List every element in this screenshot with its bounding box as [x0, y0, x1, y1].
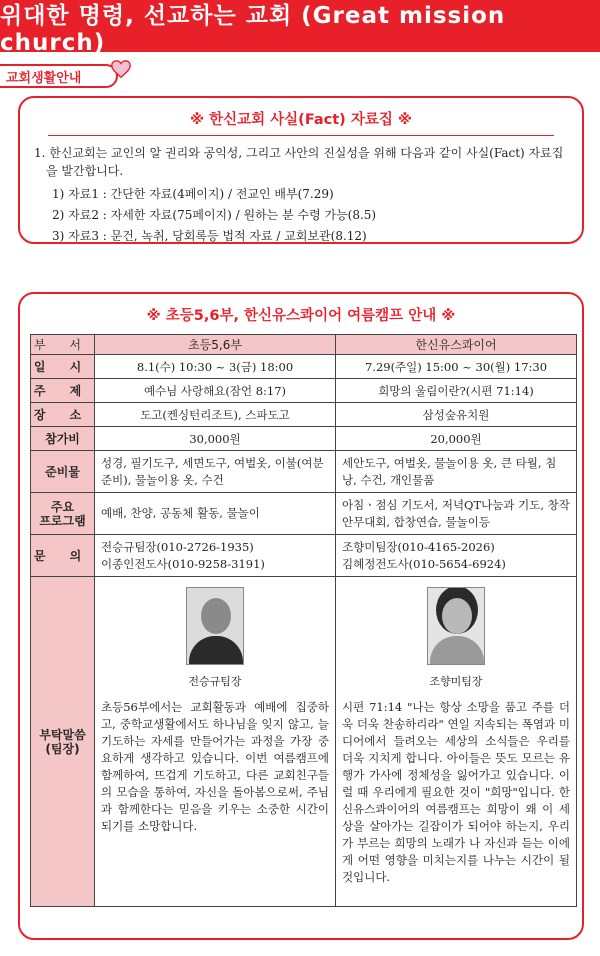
page-banner — [0, 0, 600, 56]
table-row-place — [31, 403, 577, 427]
fact-item: 1) 자료1 : 간단한 자료(4페이지) / 전교인 배부(7.29) — [52, 187, 334, 201]
leader-message: 초등56부에서는 교회활동과 예배에 집중하고, 중학교생활에서도 하나님을 잊지 않고, 늘 기도하는 자세를 만들어가는 과정을 가장 중요하게 생각하고 있습니다. 이번 여름캠프에 함께하여, 뜨겁게 기도하고, 다른 교회친구들의 모습을 통하여, 자신을 돌아봄으로써, 주님과 함께한다는 믿음을 키우는 소중한 시간이 되기를 소망합니다. — [101, 700, 329, 833]
table-row-message — [31, 577, 577, 907]
row-label: 부탁말씀 (팀장) — [31, 577, 95, 907]
header-col1: 초등5,6부 — [95, 335, 336, 355]
header-label: 부 서 — [31, 335, 95, 355]
fact-item: 2) 자료2 : 자세한 자료(75페이지) / 원하는 분 수령 가능(8.5) — [52, 208, 377, 222]
theme-col2: 희망의 울림이란?(시편 71:14) — [336, 379, 577, 403]
supplies-col2: 세안도구, 여벌옷, 물놀이용 옷, 큰 타월, 침낭, 수건, 개인물품 — [336, 451, 577, 493]
section-tag-label: 교회생활안내 — [0, 64, 118, 88]
table-row-contact — [31, 535, 577, 577]
section-tag — [0, 64, 200, 90]
table-row-date — [31, 355, 577, 379]
row-label: 문 의 — [31, 535, 95, 577]
camp-table — [30, 334, 577, 907]
fact-notice-box — [18, 96, 584, 244]
header-col2: 한신유스콰이어 — [336, 335, 577, 355]
fact-notice-title: ※ 한신교회 사실(Fact) 자료집 ※ — [48, 108, 554, 136]
heart-icon — [110, 58, 132, 80]
leader-name: 전승규팀장 — [188, 675, 242, 688]
row-label: 주 제 — [31, 379, 95, 403]
fact-intro-line-2: 을 발간합니다. — [46, 164, 124, 178]
fact-intro-line-1: 1. 한신교회는 교인의 알 권리와 공익성, 그리고 사안의 진실성을 위해 다음과 같이 사실(Fact) 자료집 — [34, 146, 564, 160]
leader-message: 시편 71:14 "나는 항상 소망을 품고 주를 더욱 더욱 찬송하리라" 연일 지속되는 폭염과 미디어에서 들려오는 세상의 소식들은 우리를 더욱 지치게 합니다. 아이들은 뜻도 모르는 유행가 가사에 정체성을 잃어가고 있습니다. 이럴 때 우리에게 필요한 것이 "희망"입니다. 한신유스콰이어의 여름캠프는 희망이 왜 이 세상을 살아가는 길잡이가 되어야 하는지, 우리가 부르는 희망의 노래가 나 자신과 듣는 이에게 어떤 영향을 미치는지를 나누는 시간이 될 것입니다. — [342, 700, 570, 884]
leader-photo — [427, 587, 485, 665]
table-header-row — [31, 335, 577, 355]
program-col2: 아침ㆍ점심 기도서, 저녁QT나눔과 기도, 창작안무대회, 합창연습, 물놀이등 — [336, 493, 577, 535]
message-col2 — [336, 577, 577, 907]
row-label: 일 시 — [31, 355, 95, 379]
place-col1: 도고(켄싱턴리조트), 스파도고 — [95, 403, 336, 427]
fee-col1: 30,000원 — [95, 427, 336, 451]
fact-item-list — [52, 184, 582, 247]
table-row-program — [31, 493, 577, 535]
row-label: 주요 프로그램 — [31, 493, 95, 535]
camp-notice-title: ※ 초등5,6부, 한신유스콰이어 여름캠프 안내 ※ — [146, 308, 456, 324]
supplies-col1: 성경, 필기도구, 세면도구, 여벌옷, 이불(여분준비), 물놀이용 옷, 수건 — [95, 451, 336, 493]
table-row-theme — [31, 379, 577, 403]
message-col1 — [95, 577, 336, 907]
date-col1: 8.1(수) 10:30 ~ 3(금) 18:00 — [95, 355, 336, 379]
theme-col1: 예수님 사랑해요(잠언 8:17) — [95, 379, 336, 403]
leader-name: 조향미팀장 — [429, 675, 483, 688]
fee-col2: 20,000원 — [336, 427, 577, 451]
fact-item: 3) 자료3 : 문건, 녹취, 당회록등 법적 자료 / 교회보관(8.12) — [52, 229, 367, 243]
contact-col1: 전승규팀장(010-2726-1935) 이종인전도사(010-9258-3191) — [95, 535, 336, 577]
banner-title: 위대한 명령, 선교하는 교회 (Great mission church) — [0, 2, 506, 56]
row-label: 준비물 — [31, 451, 95, 493]
row-label: 참가비 — [31, 427, 95, 451]
table-row-fee — [31, 427, 577, 451]
camp-notice-box — [18, 292, 584, 940]
table-row-supplies — [31, 451, 577, 493]
fact-intro — [34, 144, 568, 180]
row-label: 장 소 — [31, 403, 95, 427]
program-col1: 예배, 찬양, 공동체 활동, 물놀이 — [95, 493, 336, 535]
contact-col2: 조향미팀장(010-4165-2026) 김혜정전도사(010-5654-6924) — [336, 535, 577, 577]
place-col2: 삼성숲유치원 — [336, 403, 577, 427]
leader-photo — [186, 587, 244, 665]
date-col2: 7.29(주일) 15:00 ~ 30(월) 17:30 — [336, 355, 577, 379]
